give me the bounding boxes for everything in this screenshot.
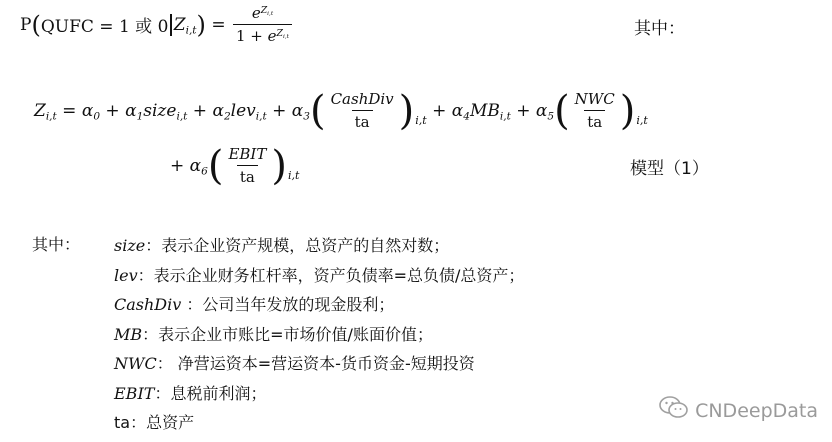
definition-mb [114, 320, 524, 350]
desc: ：息税前利润； [154, 383, 267, 403]
regression-equation-line2: + $\alpha_6$ ( $\frac{\text{EBIT}}{ta}$ ) i,t [170, 142, 300, 189]
desc: ：总资产 [130, 413, 195, 432]
definition-lev [114, 261, 524, 291]
term: size [114, 236, 146, 255]
definitions-label: 其中： [32, 235, 81, 254]
term: ta [114, 413, 131, 432]
watermark-text: CNDeepData [695, 399, 818, 422]
regression-equation-line1: $Z_{i,t}$ = $\alpha_0$ + $\alpha_1size_{i,t}$ + $\alpha_2lev_{i,t}$ + $\alpha_3$ ( $\frac{\text{CashDiv}}{ta}$ ) i,t + $\alpha_4MB_{i,t}$ + $\alpha_5$ ( $\frac{\text{NWC}}{ta}$ ) i,t [34, 87, 648, 134]
term: MB [114, 324, 143, 344]
model-label: 模型（1） [630, 159, 709, 179]
term: CashDiv [114, 295, 182, 314]
definition-ebit [114, 379, 524, 409]
term: lev [114, 265, 138, 285]
definitions-list [114, 231, 524, 438]
term: EBIT [114, 383, 155, 403]
definition-ta [114, 408, 524, 438]
desc: ： 净营运资本=营运资本-货币资金-短期投资 [156, 354, 475, 373]
where-note: 其中： [634, 19, 685, 39]
watermark [659, 395, 818, 426]
desc: ：公司当年发放的现金股利； [181, 295, 395, 314]
desc: ：表示企业资产规模，总资产的自然对数； [145, 236, 450, 255]
desc: ：表示企业财务杠杆率，资产负债率=总负债/总资产； [137, 265, 525, 285]
definition-cashdiv [114, 290, 524, 320]
definition-size [114, 231, 524, 261]
desc: ：表示企业市账比=市场价值/账面价值； [142, 324, 433, 344]
wechat-icon [659, 395, 689, 426]
definition-nwc [114, 349, 524, 379]
term: NWC [114, 354, 157, 373]
probability-equation: P ( QUFC = 1 或 0 $Z_{i,t}$ ) = $\frac{e^{Z_{i,t}}}{1 + e^{Z_{i,t}}}$ [20, 4, 294, 45]
